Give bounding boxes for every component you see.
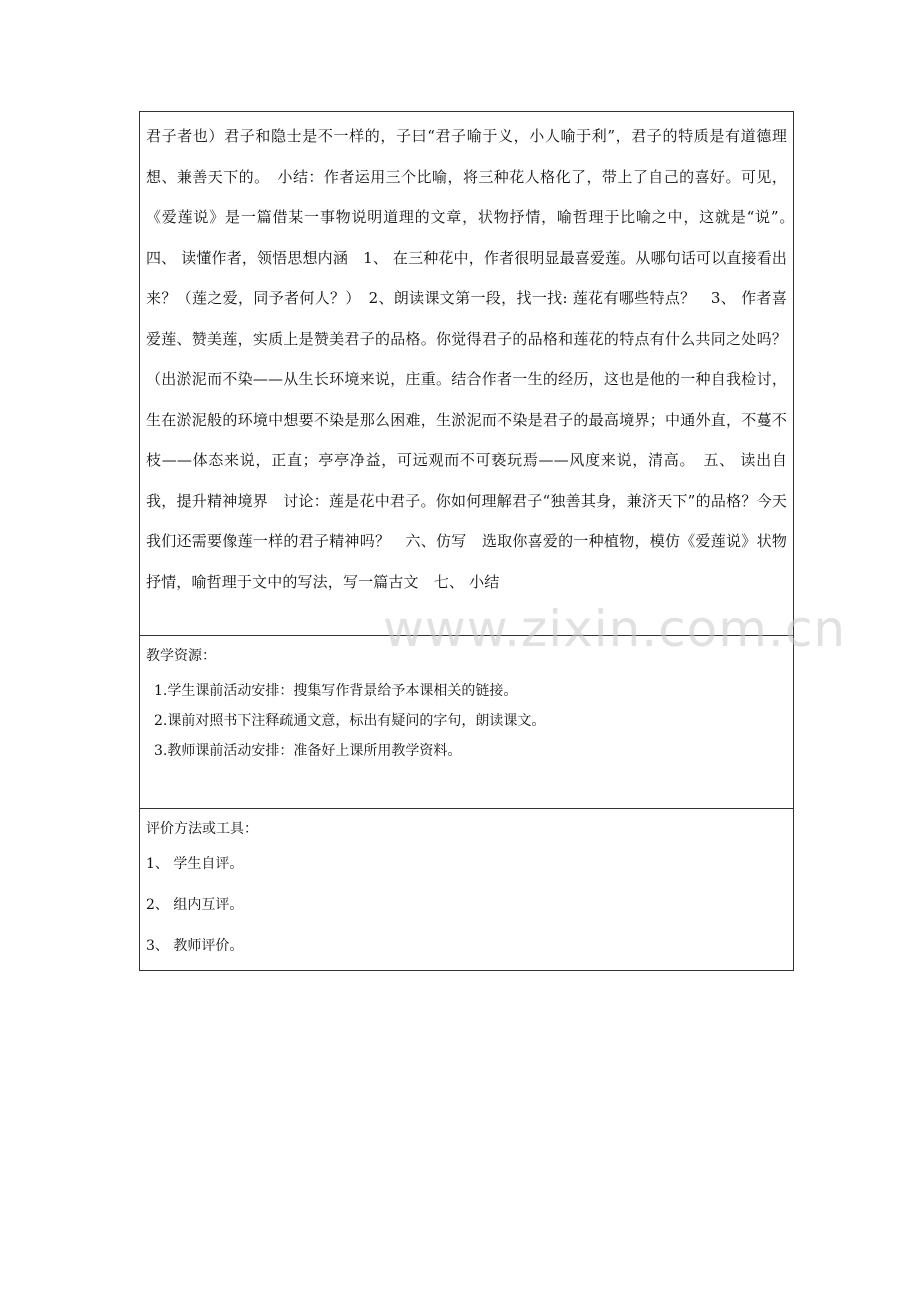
teaching-process-text: 君子者也）君子和隐士是不一样的，子曰“君子喻于义，小人喻于利”，君子的特质是有道德理想、兼善天下的。 小结：作者运用三个比喻，将三种花人格化了，带上了自己的喜好。可见，《爱莲说》是一篇借某一事物说明道理的文章，状物抒情，喻哲理于比喻之中，这就是“说”。 四、 读懂作者，领悟思想内涵 1、 在三种花中，作者很明显最喜爱莲。从哪句话可以直接看出来？（莲之爱，同予者何人？） 2、朗读课文第一段，找一找: 莲花有哪些特点？ 3、 作者喜爱莲、赞美莲，实质上是赞美君子的品格。你觉得君子的品格和莲花的特点有什么共同之处吗？（出淤泥而不染——从生长环境来说，庄重。结合作者一生的经历，这也是他的一种自我检讨，生在淤泥般的环境中想要不染是那么困难，生淤泥而不染是君子的最高境界；中通外直，不蔓不枝——体态来说，正直；亭亭净益，可远观而不可亵玩焉——风度来说，清高。 五、 读出自我，提升精神境界 讨论：莲是花中君子。你如何理解君子“独善其身，兼济天下”的品格？今天我们还需要像莲一样的君子精神吗？ 六、仿写 选取你喜爱的一种植物，模仿《爱莲说》状物抒情，喻哲理于文中的写法，写一篇古文 七、 小结 <box>146 127 803 591</box>
evaluation-item: 3、 教师评价。 <box>146 938 244 954</box>
teaching-process-cell <box>140 112 803 636</box>
evaluation-item: 1、 学生自评。 <box>146 856 244 872</box>
evaluation-label: 评价方法或工具： <box>146 821 258 837</box>
resource-item: 1.学生课前活动安排：搜集写作背景给予本课相关的链接。 <box>154 683 518 699</box>
teaching-resources-cell <box>140 636 793 809</box>
lesson-plan-table <box>139 111 803 971</box>
resource-item: 2.课前对照书下注释疏通文意，标出有疑问的字句，朗读课文。 <box>154 713 546 729</box>
evaluation-cell <box>140 809 793 970</box>
site-watermark: www.zixin.com.cn <box>383 600 847 658</box>
resource-item: 3.教师课前活动安排：准备好上课所用教学资料。 <box>154 743 462 759</box>
teaching-resources-label: 教学资源： <box>146 648 216 664</box>
evaluation-item: 2、 组内互评。 <box>146 897 244 913</box>
